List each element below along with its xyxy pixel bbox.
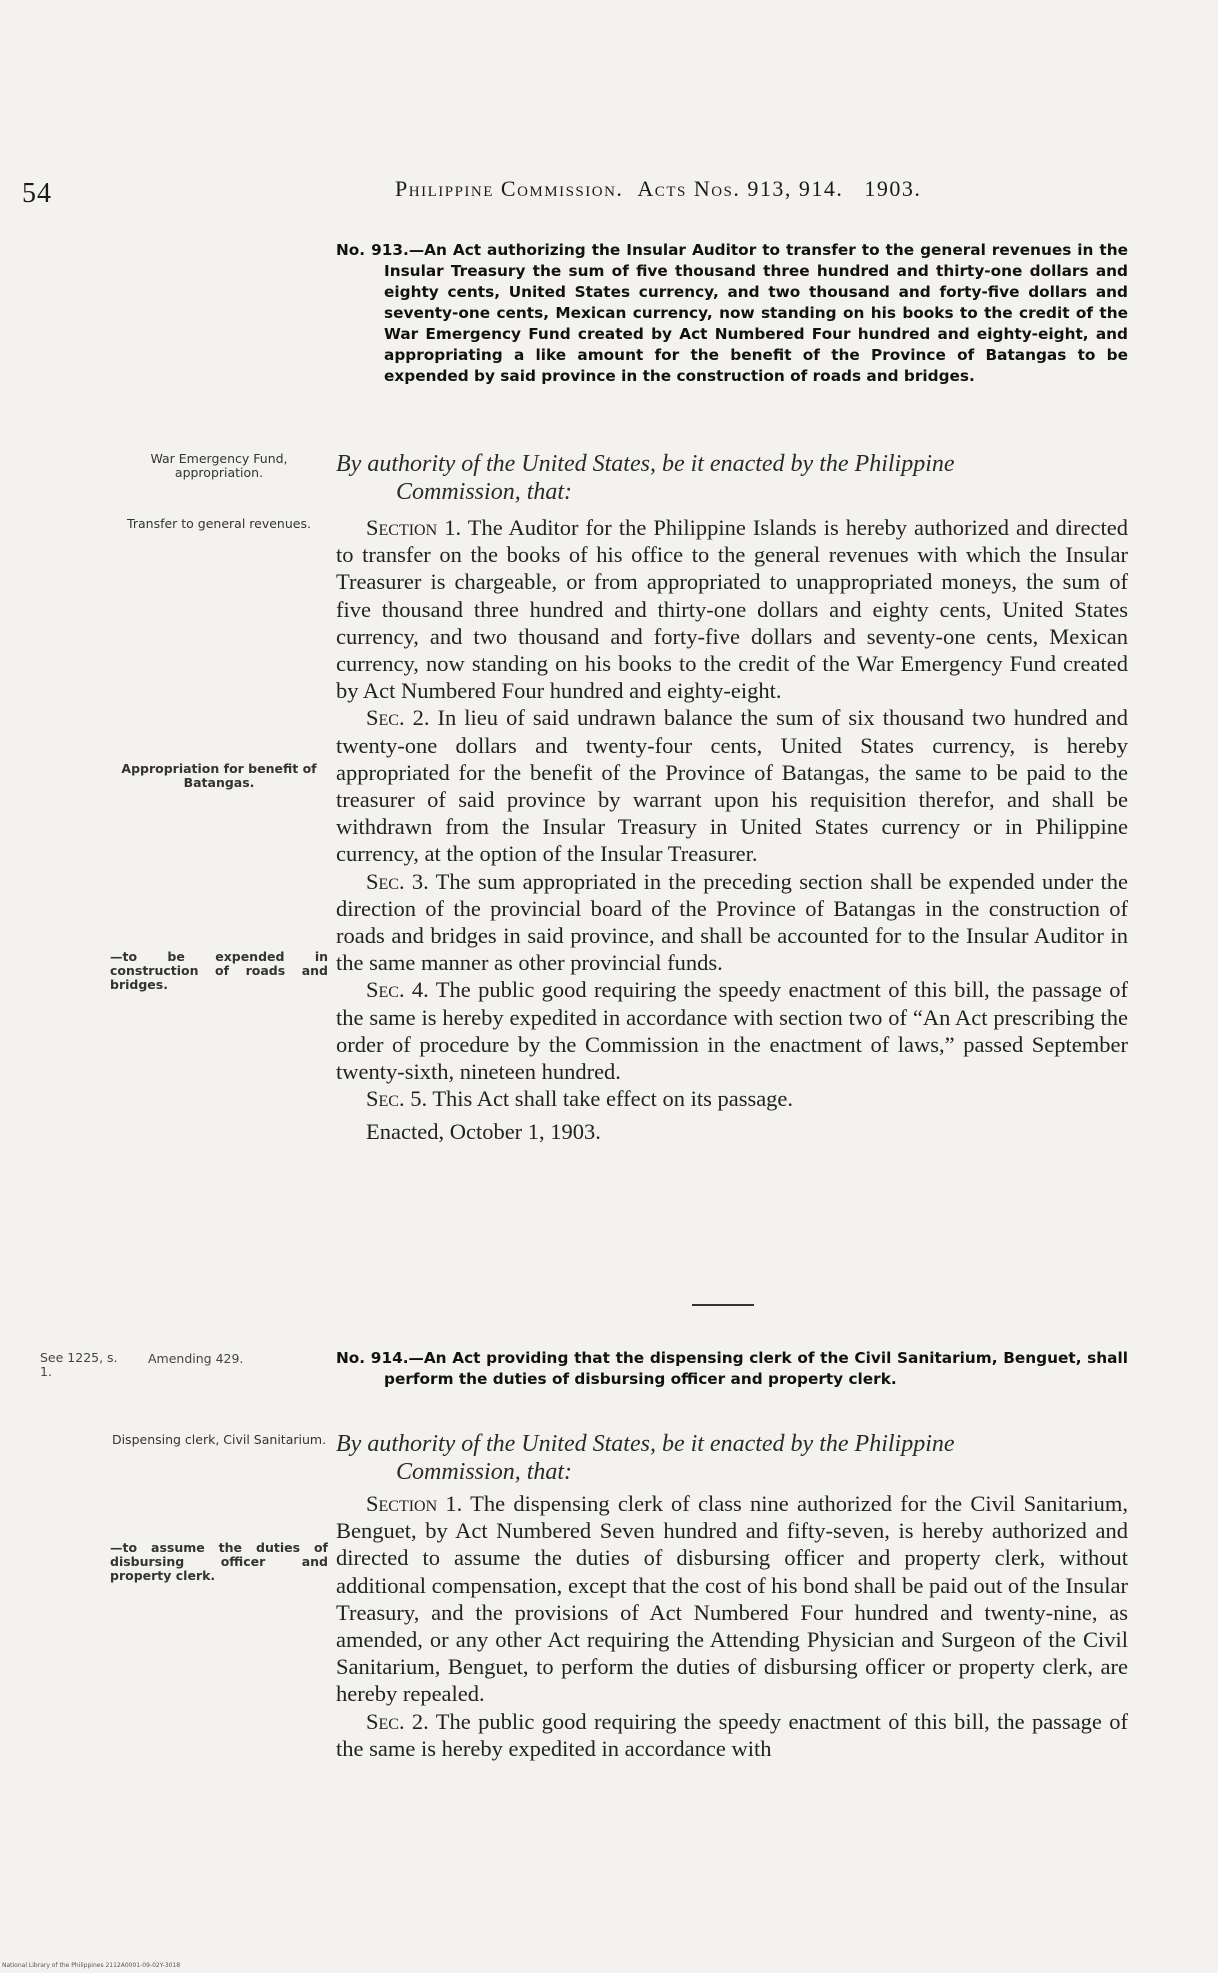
act-913-title: No. 913.—An Act authorizing the Insular Auditor to transfer to the general revenues in the Insular Treasury the sum of five thousand three hundred and thirty-one dollars and eighty cents, United States currency, and two thousand and forty-five dollars and seventy-one cents, Mexican currency, now standing on his books to the credit of the War Emergency Fund created by Act Numbered Four hundred and eighty-eight, and appropriating a like amount for the benefit of the Province of Batangas to be expended by said province in the construction of roads and bridges. (336, 241, 1128, 385)
section-text: The public good requiring the speedy enactment of this bill, the passage of the same is hereby expedited in accordance with section two of “An Act prescribing the order of procedure by the Commission in the enactment of laws,” passed September twenty-sixth, nineteen hundred. (336, 977, 1129, 1085)
act-914-body (336, 1490, 1128, 1762)
section-text: In lieu of said undrawn balance the sum of six thousand two hundred and twenty-one dollars and twenty-four cents, United States currency, is hereby appropriated for the benefit of the Province of Batangas, the same to be paid to the treasurer of said province by warrant upon his requisition therefor, and shall be withdrawn from the Insular Treasury in United States currency or in Philippine currency, at the option of the Insular Treasurer. (336, 705, 1128, 867)
section-label: Section 1. (366, 1491, 463, 1516)
margin-note-see: See 1225, s. 1. (40, 1350, 118, 1379)
margin-note-assume: —to assume the duties of disbursing officer and property clerk. (110, 1540, 328, 1583)
act-913-section-1 (336, 514, 1128, 704)
act-914-section-2 (336, 1708, 1128, 1762)
footer-scan-credit: National Library of the Philippines 2112A0001-09-02Y-3018 (2, 1962, 181, 1969)
section-label: Sec. 3. (366, 868, 429, 894)
act-913-section-5 (336, 1085, 1128, 1112)
act-914-section-1 (336, 1490, 1128, 1708)
act-913-enacted-date: Enacted, October 1, 1903. (366, 1119, 601, 1145)
enacting-line-1: By authority of the United States, be it enacted by the Philippine (336, 1431, 955, 1457)
act-914-title: No. 914.—An Act providing that the dispensing clerk of the Civil Sanitarium, Benguet, shall perform the duties of disbursing officer and property clerk. (336, 1349, 1128, 1388)
section-label: Section 1. (366, 515, 462, 540)
running-head-year: 1903. (864, 176, 922, 201)
running-head-title: Philippine Commission. (395, 176, 624, 201)
margin-note-amending: Amending 429. (148, 1351, 244, 1366)
margin-note-war-fund: War Emergency Fund, appropriation. (150, 451, 288, 480)
enacting-line-1: By authority of the United States, be it enacted by the Philippine (336, 451, 955, 477)
section-divider-rule (692, 1304, 754, 1306)
act-913-enacting-clause (336, 450, 1128, 506)
enacting-line-2: Commission, that: (396, 1459, 573, 1485)
act-913-section-3 (336, 868, 1128, 977)
section-text: The public good requiring the speedy enactment of this bill, the passage of the same is hereby expedited in accordance with (336, 1708, 1129, 1761)
act-913-section-4 (336, 976, 1128, 1085)
margin-note-appropriation: Appropriation for benefit of Batangas. (121, 761, 317, 790)
margin-note-transfer: Transfer to general revenues. (127, 516, 311, 531)
section-label: Sec. 2. (366, 705, 430, 731)
act-914-title-block (336, 1348, 1128, 1390)
section-text: The Auditor for the Philippine Islands is hereby authorized and directed to transfer on the books of his office to the general revenues with which the Insular Treasurer is chargeable, or from appropriated to unappropriated moneys, the sum of five thousand three hundred and thirty-one dollars and eighty cents, United States currency, and two thousand and forty-five dollars and seventy-one cents, Mexican currency, now standing on his books to the credit of the War Emergency Fund created by Act Numbered Four hundred and eighty-eight. (336, 515, 1129, 704)
enacting-line-2: Commission, that: (396, 479, 573, 505)
running-head-acts: Acts Nos. 913, 914. (637, 176, 844, 201)
act-913-title-block (336, 240, 1128, 387)
act-913-section-2 (336, 704, 1128, 867)
section-text: The sum appropriated in the preceding section shall be expended under the direction of the provincial board of the Province of Batangas in the construction of roads and bridges in said province, and shall be accounted for to the Insular Auditor in the same manner as other provincial funds. (336, 868, 1128, 976)
section-text: This Act shall take effect on its passage. (432, 1086, 794, 1112)
page-number: 54 (22, 178, 52, 209)
margin-note-dispensing: Dispensing clerk, Civil Sanitarium. (111, 1432, 327, 1447)
section-label: Sec. 5. (366, 1086, 428, 1112)
running-head (395, 176, 1095, 202)
section-text: The dispensing clerk of class nine authorized for the Civil Sanitarium, Benguet, by Act Numbered Seven hundred and fifty-seven, is hereby authorized and directed to assume the duties of disbursing officer and property clerk, without additional compensation, except that the cost of his bond shall be paid out of the Insular Treasury, and the provisions of Act Numbered Four hundred and twenty-nine, as amended, or any other Act requiring the Attending Physician and Surgeon of the Civil Sanitarium, Benguet, to perform the duties of disbursing officer or property clerk, are hereby repealed. (336, 1491, 1129, 1707)
margin-note-expended: —to be expended in construction of roads and bridges. (110, 949, 328, 992)
act-913-body (336, 514, 1128, 1146)
section-label: Sec. 4. (366, 977, 429, 1003)
section-label: Sec. 2. (366, 1708, 429, 1734)
act-914-enacting-clause (336, 1430, 1128, 1486)
